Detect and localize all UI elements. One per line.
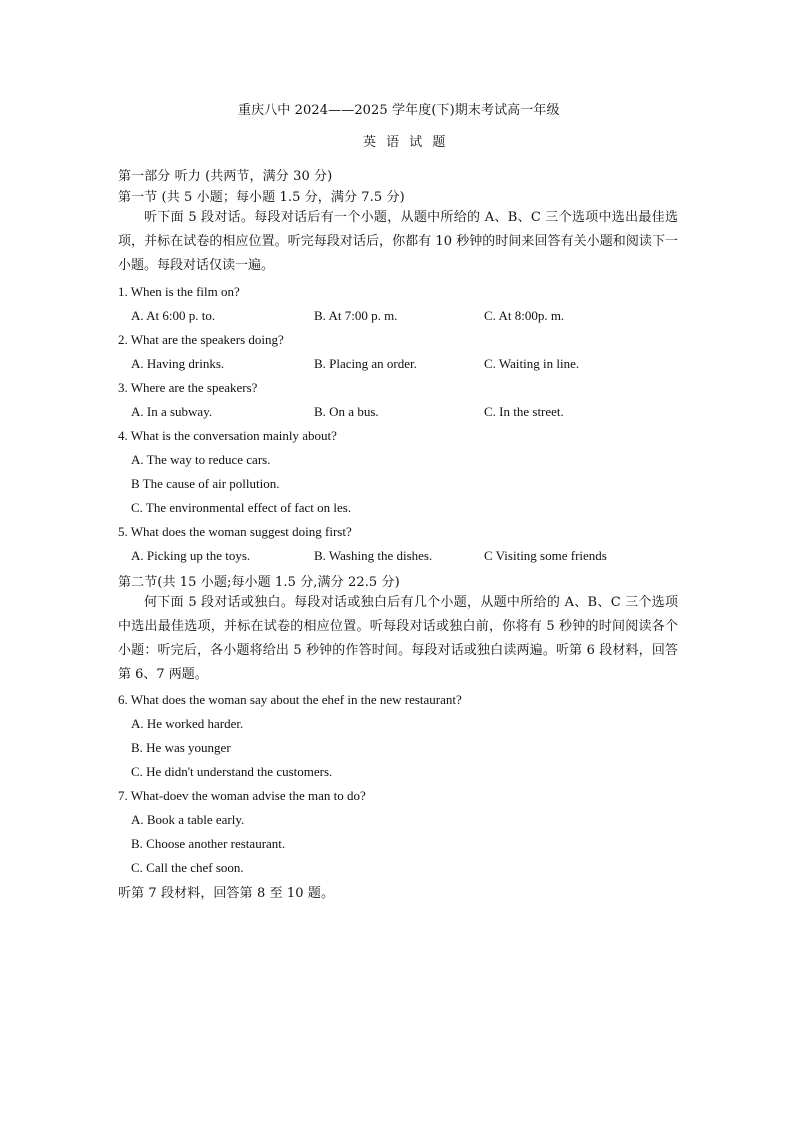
section1-heading: 第一节 (共 5 小题；每小题 1.5 分，满分 7.5 分) — [118, 190, 405, 205]
question-5-stem: 5. What does the woman suggest doing first? — [118, 524, 352, 539]
question-7-option-b: B. Choose another restaurant. — [131, 836, 286, 851]
question-1-stem: 1. When is the film on? — [118, 284, 240, 299]
exam-title: 重庆八中 2024——2025 学年度(下)期末考试高一年级 — [238, 103, 560, 118]
section1-instruction: 听下面 5 段对话。每段对话后有一个小题，从题中所给的 A、B、C 三个选项中选出最佳选项，并标在试卷的相应位置。听完每段对话后，你都有 10 秒钟的时间来回答有关小题和阅读下一小题。每段对话仅读一遍。 — [118, 210, 678, 273]
question-2-option-a: A. Having drinks. — [131, 356, 225, 371]
question-7-stem: 7. What-doev the woman advise the man to do? — [118, 788, 366, 803]
question-3-option-b: B. On a bus. — [314, 404, 379, 419]
question-2-stem: 2. What are the speakers doing? — [118, 332, 284, 347]
question-5-option-b: B. Washing the dishes. — [314, 548, 433, 563]
question-6-option-c: C. He didn't understand the customers. — [131, 764, 333, 779]
section2-heading: 第二节(共 15 小题;每小题 1.5 分,满分 22.5 分) — [118, 575, 400, 590]
question-4-stem: 4. What is the conversation mainly about? — [118, 428, 337, 443]
question-3-option-c: C. In the street. — [484, 404, 564, 419]
question-7-option-c: C. Call the chef soon. — [131, 860, 244, 875]
subject-title: 英 语 试 题 — [363, 135, 449, 150]
question-3-stem: 3. Where are the speakers? — [118, 380, 258, 395]
question-4-option-a: A. The way to reduce cars. — [131, 452, 271, 467]
question-2-option-c: C. Waiting in line. — [484, 356, 580, 371]
question-6-option-b: B. He was younger — [131, 740, 231, 755]
question-1-option-a: A. At 6:00 p. to. — [131, 308, 216, 323]
question-5-option-c: C Visiting some friends — [484, 548, 607, 563]
question-6-stem: 6. What does the woman say about the ehef in the new restaurant? — [118, 692, 462, 707]
section2-instruction: 何下面 5 段对话或独白。每段对话或独白后有几个小题，从题中所给的 A、B、C 三个选项中选出最佳选项，并标在试卷的相应位置。听每段对话或独白前，你将有 5 秒钟的时间阅读各个小题：听完后，各小题将给出 5 秒钟的作答时间。每段对话或独白读两遍。听第 6 段材料，回答第 6、7 两题。 — [118, 595, 678, 682]
question-1-option-b: B. At 7:00 p. m. — [314, 308, 398, 323]
part1-heading: 第一部分 听力 (共两节，满分 30 分) — [118, 169, 333, 184]
question-4-option-c: C. The environmental effect of fact on les. — [131, 500, 352, 515]
question-1-option-c: C. At 8:00p. m. — [484, 308, 565, 323]
next-material-instruction: 听第 7 段材料，回答第 8 至 10 题。 — [118, 886, 335, 901]
question-2-option-b: B. Placing an order. — [314, 356, 417, 371]
question-5-option-a: A. Picking up the toys. — [131, 548, 251, 563]
question-4-option-b: B The cause of air pollution. — [131, 476, 280, 491]
question-6-option-a: A. He worked harder. — [131, 716, 244, 731]
question-7-option-a: A. Book a table early. — [131, 812, 245, 827]
question-3-option-a: A. In a subway. — [131, 404, 213, 419]
